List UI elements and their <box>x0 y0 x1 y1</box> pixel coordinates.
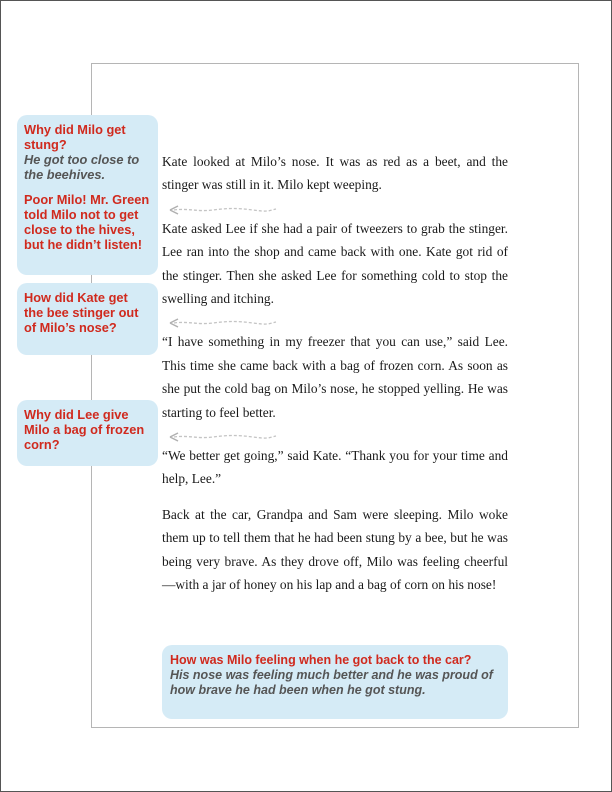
margin-note-stinger <box>17 283 158 355</box>
note-question: Why did Lee give Milo a bag of frozen corn? <box>24 407 145 452</box>
note-question: How did Kate get the bee stinger out of Milo’s nose? <box>24 290 139 335</box>
note-question: Why did Milo get stung? <box>24 122 126 152</box>
note-question: How was Milo feeling when he got back to the car? <box>170 653 472 667</box>
bottom-note-milo-feeling <box>162 645 508 719</box>
arrow-scribble-icon <box>168 203 508 217</box>
story-text <box>162 150 508 597</box>
story-paragraph: “We better get going,” said Kate. “Thank you for your time and help, Lee.” <box>162 448 508 487</box>
arrow-scribble-icon <box>168 430 508 444</box>
margin-note-why-stung <box>17 115 158 275</box>
note-comment: Poor Milo! Mr. Green told Milo not to get close to the hives, but he didn’t listen! <box>24 192 150 252</box>
story-paragraph: Kate looked at Milo’s nose. It was as red as a beet, and the stinger was still in it. Milo kept weeping. <box>162 154 508 193</box>
story-paragraph: Kate asked Lee if she had a pair of tweezers to grab the stinger. Lee ran into the shop and came back with one. Kate got rid of the stinger. Then she asked Lee for something cold to stop the swelling and itching. <box>162 220 508 307</box>
story-paragraph: Back at the car, Grandpa and Sam were sleeping. Milo woke them up to tell them that he had been stung by a bee, but he was being very brave. As they drove off, Milo was feeling cheerful—with a jar of honey on his lap and a bag of corn on his nose! <box>162 506 508 593</box>
margin-note-frozen-corn <box>17 400 158 466</box>
arrow-scribble-icon <box>168 316 508 330</box>
story-paragraph: “I have something in my freezer that you can use,” said Lee. This time she came back with a bag of frozen corn. As soon as she put the cold bag on Milo’s nose, he stopped yelling. He was starting to feel better. <box>162 334 508 420</box>
note-answer: His nose was feeling much better and he was proud of how brave he had been when he got stung. <box>170 668 493 697</box>
note-answer: He got too close to the beehives. <box>24 152 140 182</box>
